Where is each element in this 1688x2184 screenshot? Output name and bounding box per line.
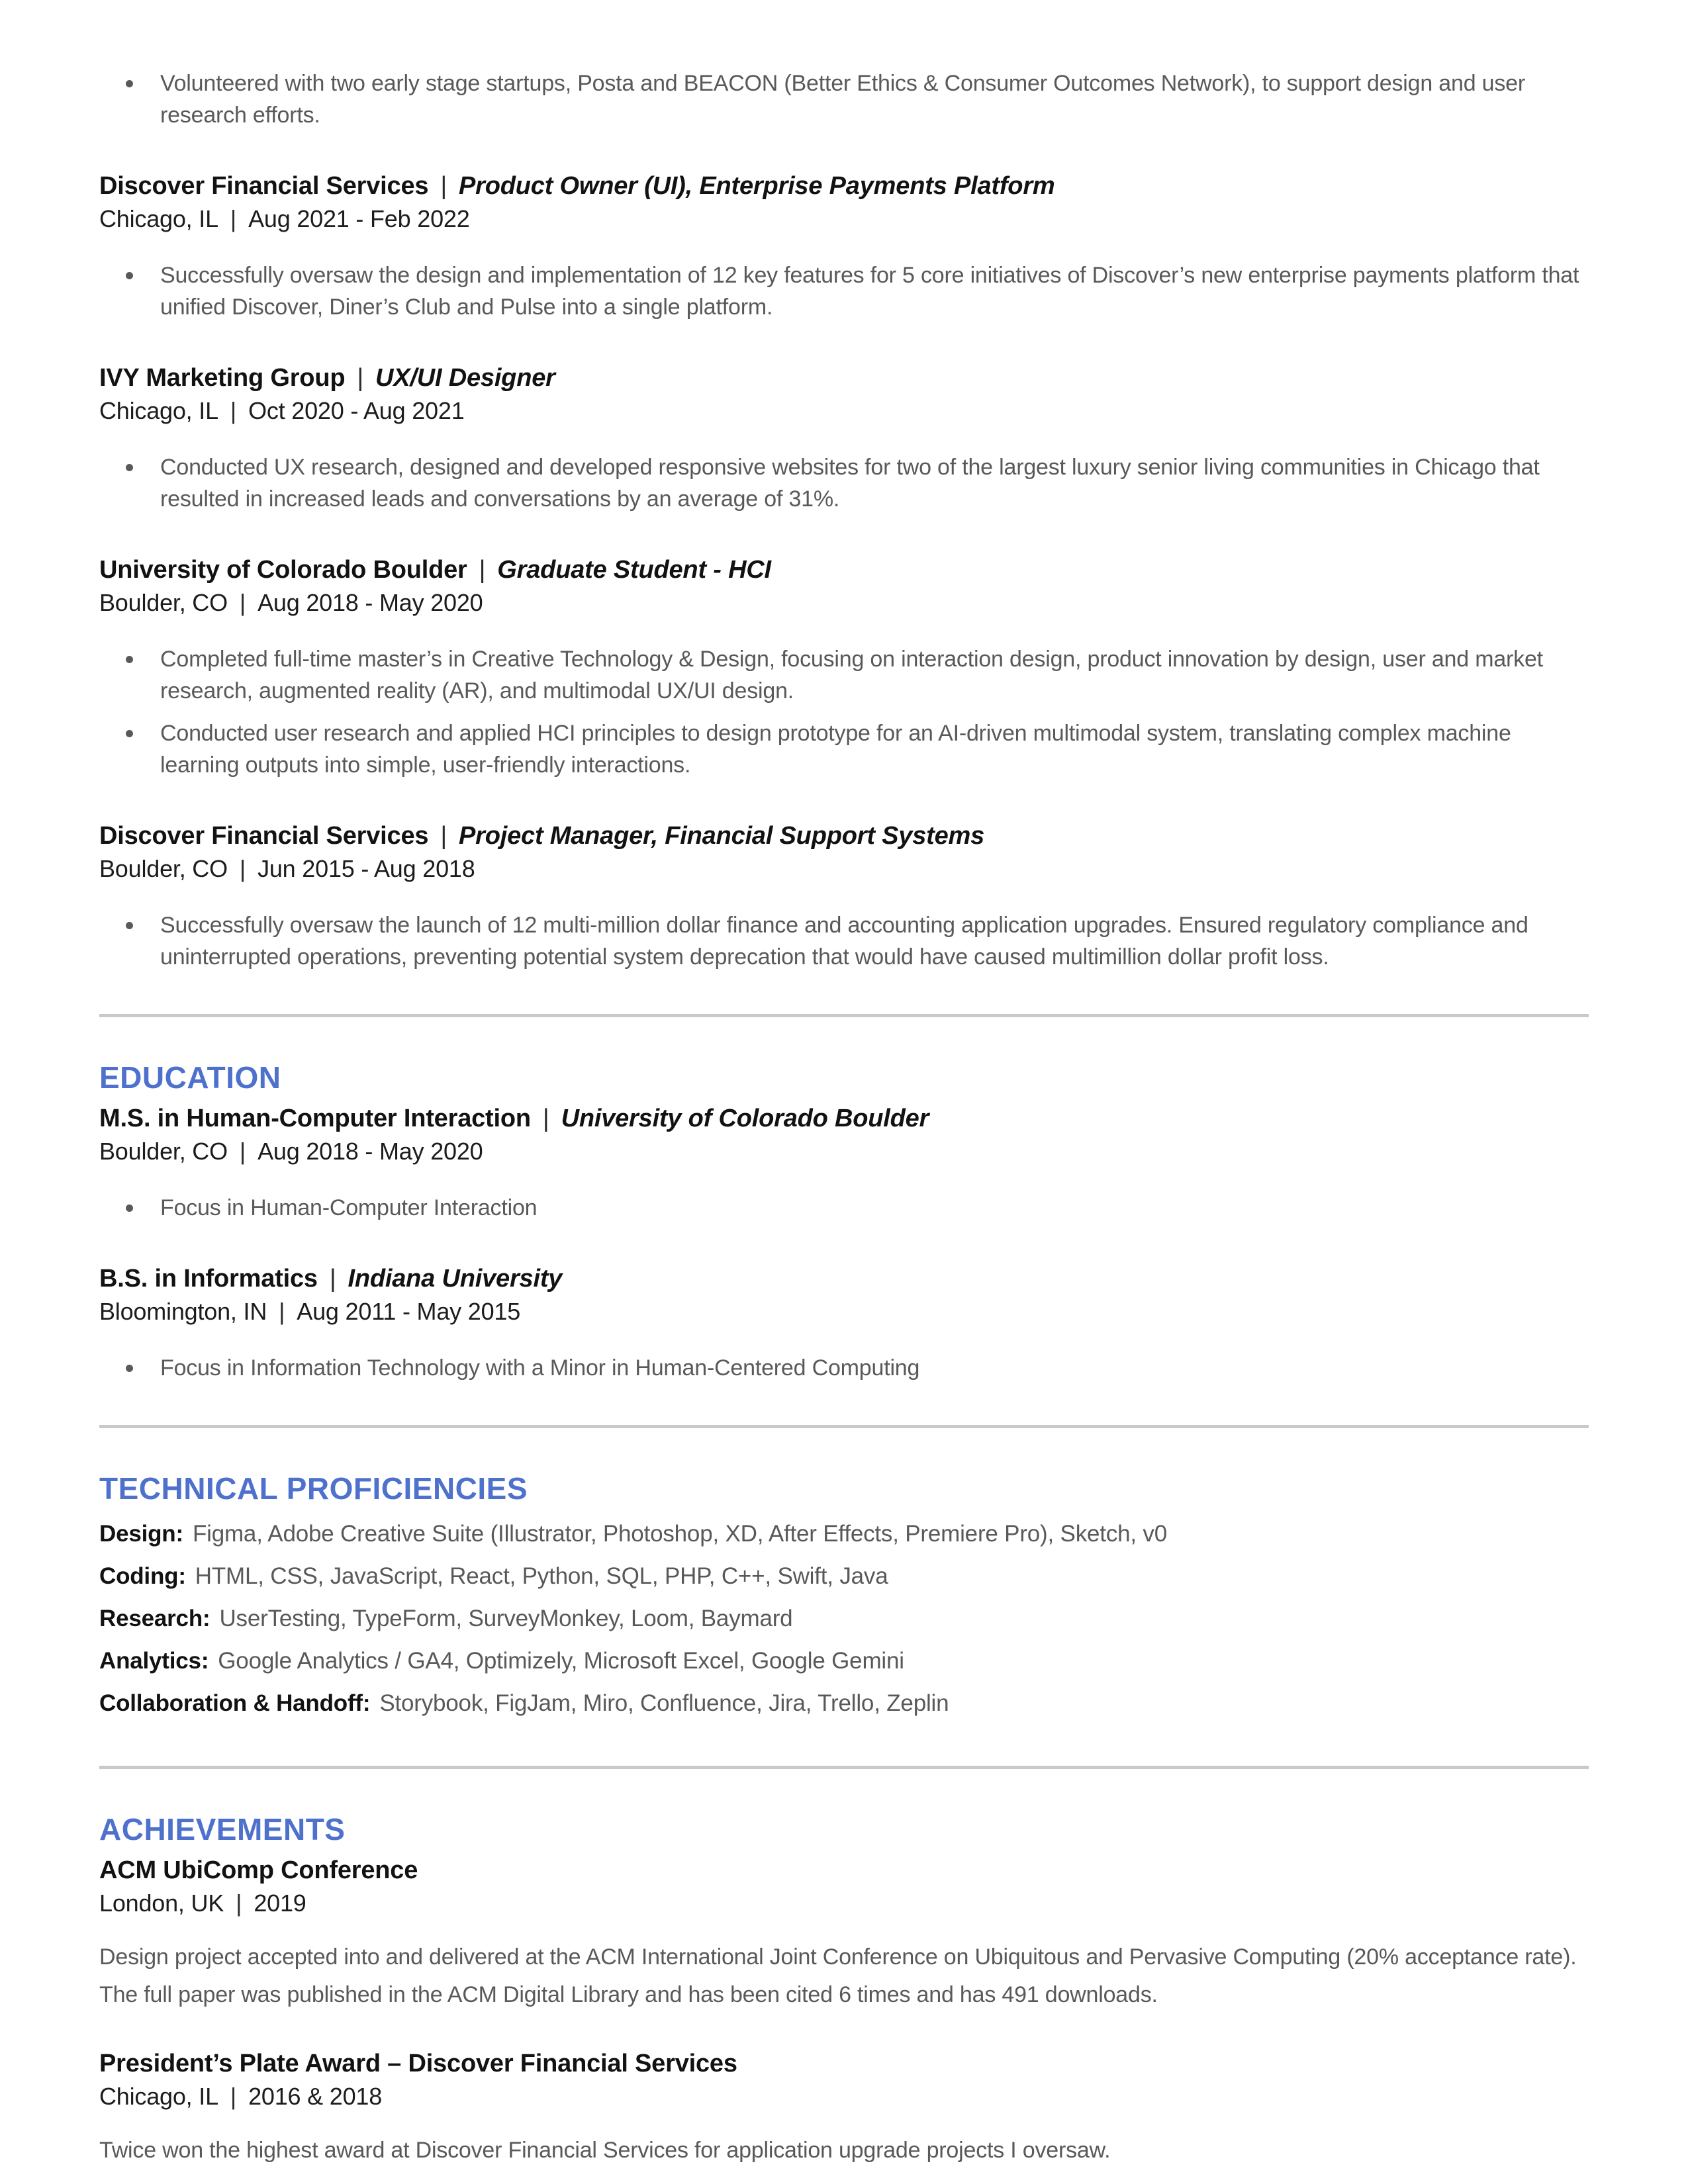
section-heading-achievements: ACHIEVEMENTS bbox=[99, 1812, 346, 1846]
list-item bbox=[99, 909, 1589, 973]
bullet-dot bbox=[126, 656, 133, 663]
list-item bbox=[99, 451, 1589, 515]
pipe-separator: | bbox=[236, 1889, 242, 1917]
bullet-text: Completed full-time master’s in Creative Technology & Design, focusing on interaction design, product innovation by design, user and market research, augmented reality (AR), and multimodal UX/UI design. bbox=[160, 647, 1543, 704]
pipe-separator: | bbox=[230, 397, 237, 424]
bullet-dot bbox=[126, 464, 133, 471]
proficiency-label: Design: bbox=[99, 1521, 183, 1547]
degree-entry bbox=[99, 1102, 1589, 1224]
job-dates: Jun 2015 - Aug 2018 bbox=[258, 855, 475, 882]
pipe-separator: | bbox=[279, 1298, 285, 1325]
job-title: Product Owner (UI), Enterprise Payments Platform bbox=[459, 172, 1055, 200]
proficiency-value: HTML, CSS, JavaScript, React, Python, SQL, PHP, C++, Swift, Java bbox=[195, 1563, 888, 1589]
proficiency-row bbox=[99, 1598, 1589, 1640]
job-location-line bbox=[99, 852, 1589, 886]
job-bullet-list bbox=[99, 259, 1589, 323]
proficiency-value: Google Analytics / GA4, Optimizely, Microsoft Excel, Google Gemini bbox=[218, 1648, 904, 1674]
job-location-line bbox=[99, 203, 1589, 236]
job-entry bbox=[99, 169, 1589, 323]
bullet-dot bbox=[126, 730, 133, 737]
job-location-line bbox=[99, 394, 1589, 428]
pipe-separator: | bbox=[440, 822, 447, 850]
pipe-separator: | bbox=[230, 205, 237, 232]
degree-location: Bloomington, IN bbox=[99, 1298, 267, 1325]
list-item bbox=[99, 68, 1589, 131]
proficiency-value: Figma, Adobe Creative Suite (Illustrator, Photoshop, XD, After Effects, Premiere Pro), Sketch, v0 bbox=[192, 1521, 1167, 1547]
pipe-separator: | bbox=[357, 364, 364, 392]
company-name: Discover Financial Services bbox=[99, 172, 429, 200]
degree-name: B.S. in Informatics bbox=[99, 1265, 318, 1293]
achievement-location: London, UK bbox=[99, 1889, 224, 1917]
achievement-entry bbox=[99, 2047, 1589, 2169]
degree-location-line bbox=[99, 1135, 1589, 1168]
list-item bbox=[99, 1192, 1589, 1224]
job-bullet-list bbox=[99, 451, 1589, 515]
job-entry bbox=[99, 553, 1589, 781]
bullet-text: Focus in Human-Computer Interaction bbox=[160, 1195, 538, 1220]
degree-bullet-list bbox=[99, 1192, 1589, 1224]
bullet-text: Volunteered with two early stage startups, Posta and BEACON (Better Ethics & Consumer Outcomes Network), to support design and user research efforts. bbox=[160, 71, 1526, 128]
job-title: Project Manager, Financial Support Systems bbox=[459, 822, 985, 850]
job-heading bbox=[99, 819, 1589, 852]
achievement-dates: 2019 bbox=[254, 1889, 306, 1917]
proficiency-row bbox=[99, 1640, 1589, 1682]
degree-heading bbox=[99, 1262, 1589, 1295]
job-location-line bbox=[99, 586, 1589, 619]
proficiency-row bbox=[99, 1682, 1589, 1725]
bullet-dot bbox=[126, 272, 133, 279]
company-name: Discover Financial Services bbox=[99, 822, 429, 850]
section-heading-technical-proficiencies: TECHNICAL PROFICIENCIES bbox=[99, 1471, 528, 1506]
list-item bbox=[99, 259, 1589, 323]
company-name: University of Colorado Boulder bbox=[99, 556, 467, 584]
job-dates: Aug 2018 - May 2020 bbox=[258, 589, 483, 616]
school-name: Indiana University bbox=[348, 1265, 563, 1293]
section-heading-education: EDUCATION bbox=[99, 1060, 281, 1095]
proficiency-label: Analytics: bbox=[99, 1648, 209, 1674]
job-title: Graduate Student - HCI bbox=[497, 556, 771, 584]
bullet-dot bbox=[126, 922, 133, 929]
job-bullet-list bbox=[99, 909, 1589, 973]
job-location: Boulder, CO bbox=[99, 589, 228, 616]
achievement-location-line bbox=[99, 1887, 1589, 1920]
achievement-location: Chicago, IL bbox=[99, 2083, 218, 2110]
bullet-text: Conducted user research and applied HCI principles to design prototype for an AI-driven multimodal system, translating complex machine learning outputs into simple, user-friendly interactions. bbox=[160, 721, 1511, 778]
job-location: Chicago, IL bbox=[99, 397, 218, 424]
degree-location-line bbox=[99, 1295, 1589, 1328]
pipe-separator: | bbox=[440, 172, 447, 200]
degree-heading bbox=[99, 1102, 1589, 1135]
pipe-separator: | bbox=[239, 589, 246, 616]
pipe-separator: | bbox=[230, 2083, 237, 2110]
achievement-title: President’s Plate Award – Discover Financial Services bbox=[99, 2050, 737, 2077]
list-item bbox=[99, 1352, 1589, 1384]
achievements-section bbox=[99, 1811, 1589, 2169]
proficiency-label: Research: bbox=[99, 1606, 211, 1631]
pipe-separator: | bbox=[479, 556, 486, 584]
proficiency-label: Coding: bbox=[99, 1563, 186, 1589]
bullet-dot bbox=[126, 1205, 133, 1212]
job-location: Boulder, CO bbox=[99, 855, 228, 882]
degree-entry bbox=[99, 1262, 1589, 1384]
experience-continued-section bbox=[99, 68, 1589, 973]
pipe-separator: | bbox=[542, 1105, 549, 1132]
proficiency-label: Collaboration & Handoff: bbox=[99, 1690, 371, 1716]
section-divider bbox=[99, 1766, 1589, 1769]
school-name: University of Colorado Boulder bbox=[561, 1105, 929, 1132]
achievement-location-line bbox=[99, 2080, 1589, 2113]
degree-bullet-list bbox=[99, 1352, 1589, 1384]
job-entry bbox=[99, 819, 1589, 973]
proficiency-row bbox=[99, 1555, 1589, 1598]
bullet-text: Focus in Information Technology with a Minor in Human-Centered Computing bbox=[160, 1355, 920, 1381]
job-dates: Oct 2020 - Aug 2021 bbox=[248, 397, 465, 424]
bullet-dot bbox=[126, 1365, 133, 1372]
degree-location: Boulder, CO bbox=[99, 1138, 228, 1165]
proficiency-row bbox=[99, 1513, 1589, 1555]
pipe-separator: | bbox=[329, 1265, 336, 1293]
bullet-text: Successfully oversaw the design and implementation of 12 key features for 5 core initiatives of Discover’s new enterprise payments platform that unified Discover, Diner’s Club and Pulse into a single platform. bbox=[160, 263, 1579, 320]
achievement-dates: 2016 & 2018 bbox=[248, 2083, 383, 2110]
intro-bullet-list bbox=[99, 68, 1589, 131]
proficiency-value: UserTesting, TypeForm, SurveyMonkey, Loom, Baymard bbox=[219, 1606, 793, 1631]
degree-dates: Aug 2011 - May 2015 bbox=[297, 1298, 521, 1325]
bullet-text: Successfully oversaw the launch of 12 multi-million dollar finance and accounting application upgrades. Ensured regulatory compliance and uninterrupted operations, preventing potential system deprecation that would have caused multimillion dollar profit loss. bbox=[160, 913, 1528, 970]
job-dates: Aug 2021 - Feb 2022 bbox=[248, 205, 470, 232]
job-location: Chicago, IL bbox=[99, 205, 218, 232]
job-heading bbox=[99, 361, 1589, 394]
job-entry bbox=[99, 361, 1589, 515]
company-name: IVY Marketing Group bbox=[99, 364, 346, 392]
achievement-description: Design project accepted into and delivered at the ACM International Joint Conference on Ubiquitous and Pervasive Computing (20% acceptance rate). The full paper was published in the ACM Digital Library and has been cited 6 times and has 491 downloads. bbox=[99, 1944, 1577, 2007]
education-section bbox=[99, 1060, 1589, 1384]
proficiency-value: Storybook, FigJam, Miro, Confluence, Jira, Trello, Zeplin bbox=[379, 1690, 949, 1716]
degree-name: M.S. in Human-Computer Interaction bbox=[99, 1105, 531, 1132]
job-title: UX/UI Designer bbox=[375, 364, 555, 392]
section-divider bbox=[99, 1014, 1589, 1017]
achievement-title: ACM UbiComp Conference bbox=[99, 1856, 418, 1884]
job-heading bbox=[99, 553, 1589, 586]
pipe-separator: | bbox=[239, 855, 246, 882]
job-heading bbox=[99, 169, 1589, 203]
achievement-description: Twice won the highest award at Discover Financial Services for application upgrade projects I oversaw. bbox=[99, 2138, 1111, 2163]
pipe-separator: | bbox=[239, 1138, 246, 1165]
job-bullet-list bbox=[99, 643, 1589, 781]
degree-dates: Aug 2018 - May 2020 bbox=[258, 1138, 483, 1165]
list-item bbox=[99, 717, 1589, 781]
list-item bbox=[99, 643, 1589, 707]
bullet-text: Conducted UX research, designed and developed responsive websites for two of the largest luxury senior living communities in Chicago that resulted in increased leads and conversations by an average of 31%. bbox=[160, 455, 1540, 512]
achievement-entry bbox=[99, 1854, 1589, 2014]
bullet-dot bbox=[126, 80, 133, 87]
technical-proficiencies-section bbox=[99, 1471, 1589, 1725]
section-divider bbox=[99, 1425, 1589, 1428]
